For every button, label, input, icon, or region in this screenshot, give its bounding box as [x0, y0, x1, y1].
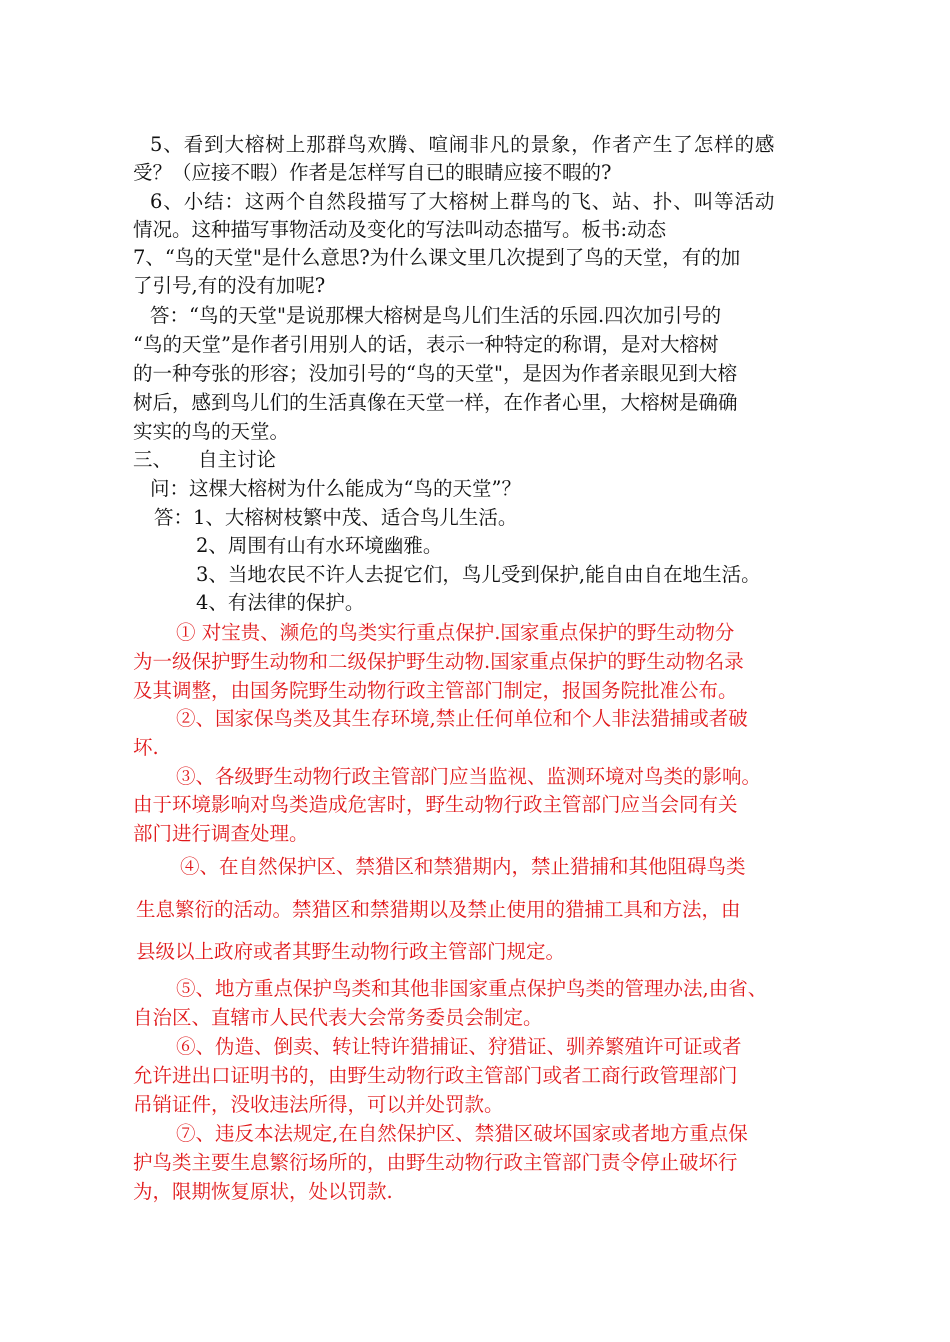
law-text-line: ⑥、伪造、倒卖、转让特许猎捕证、狩猎证、驯养繁殖许可证或者: [176, 1035, 742, 1058]
law-text-line: ⑤、地方重点保护鸟类和其他非国家重点保护鸟类的管理办法,由省、: [176, 977, 768, 1000]
law-text-line: 为一级保护野生动物和二级保护野生动物.国家重点保护的野生动物名录: [133, 650, 744, 673]
answer-line: 3、当地农民不许人去捉它们，鸟儿受到保护,能自由自在地生活。: [196, 563, 761, 586]
law-text-line: ① 对宝贵、濒危的鸟类实行重点保护.国家重点保护的野生动物分: [176, 621, 735, 644]
text-line: 受？（应接不暇）作者是怎样写自已的眼睛应接不暇的?: [133, 161, 612, 184]
text-line: “鸟的天堂”是作者引用别人的话，表示一种特定的称谓，是对大榕树: [133, 333, 719, 356]
section-number: 三、: [133, 448, 173, 471]
law-text-line: 县级以上政府或者其野生动物行政主管部门规定。: [136, 940, 566, 963]
law-text-line: ④、在自然保护区、禁猎区和禁猎期内，禁止猎捕和其他阻碍鸟类: [180, 855, 746, 878]
answer-line: 2、周围有山有水环境幽雅。: [196, 534, 443, 557]
law-text-line: 及其调整，由国务院野生动物行政主管部门制定，报国务院批准公布。: [133, 679, 738, 702]
law-text-line: 坏.: [133, 736, 159, 759]
text-line: 情况。这种描写事物活动及变化的写法叫动态描写。板书:动态: [133, 218, 667, 241]
law-text-line: 部门进行调查处理。: [133, 822, 309, 845]
law-text-line: 自治区、直辖市人民代表大会常务委员会制定。: [133, 1006, 543, 1029]
text-line: 实实的鸟的天堂。: [133, 420, 290, 443]
answer-line: 4、有法律的保护。: [196, 591, 365, 614]
text-line: 6、小结：这两个自然段描写了大榕树上群鸟的飞、站、扑、叫等活动: [150, 190, 776, 213]
text-line: 了引号,有的没有加呢?: [133, 274, 326, 297]
section-heading: 自主讨论: [198, 448, 277, 471]
text-line: 树后，感到鸟儿们的生活真像在天堂一样，在作者心里，大榕树是确确: [133, 391, 738, 414]
text-line: 答：“鸟的天堂"是说那棵大榕树是鸟儿们生活的乐园.四次加引号的: [150, 304, 722, 327]
text-line: 5、看到大榕树上那群鸟欢腾、喧闹非凡的景象，作者产生了怎样的感: [150, 133, 776, 156]
law-text-line: 生息繁衍的活动。禁猎区和禁猎期以及禁止使用的猎捕工具和方法，由: [136, 898, 741, 921]
law-text-line: 吊销证件，没收违法所得，可以并处罚款。: [133, 1093, 504, 1116]
law-text-line: 由于环境影响对鸟类造成危害时，野生动物行政主管部门应当会同有关: [133, 793, 738, 816]
answer-line: 答：1、大榕树枝繁中茂、适合鸟儿生活。: [154, 506, 518, 529]
law-text-line: 允许进出口证明书的，由野生动物行政主管部门或者工商行政管理部门: [133, 1064, 738, 1087]
law-text-line: 护鸟类主要生息繁衍场所的，由野生动物行政主管部门责令停止破坏行: [133, 1151, 738, 1174]
law-text-line: ②、国家保鸟类及其生存环境,禁止任何单位和个人非法猎捕或者破: [176, 707, 748, 730]
text-line: 的一种夸张的形容；没加引号的“鸟的天堂"，是因为作者亲眼见到大榕: [133, 362, 737, 385]
question-line: 问：这棵大榕树为什么能成为“鸟的天堂”？: [150, 477, 521, 500]
law-text-line: ⑦、违反本法规定,在自然保护区、禁猎区破坏国家或者地方重点保: [176, 1122, 748, 1145]
law-text-line: 为，限期恢复原状，处以罚款.: [133, 1180, 393, 1203]
text-line: 7、“鸟的天堂"是什么意思?为什么课文里几次提到了鸟的天堂，有的加: [133, 246, 741, 269]
law-text-line: ③、各级野生动物行政主管部门应当监视、监测环境对鸟类的影响。: [176, 765, 762, 788]
